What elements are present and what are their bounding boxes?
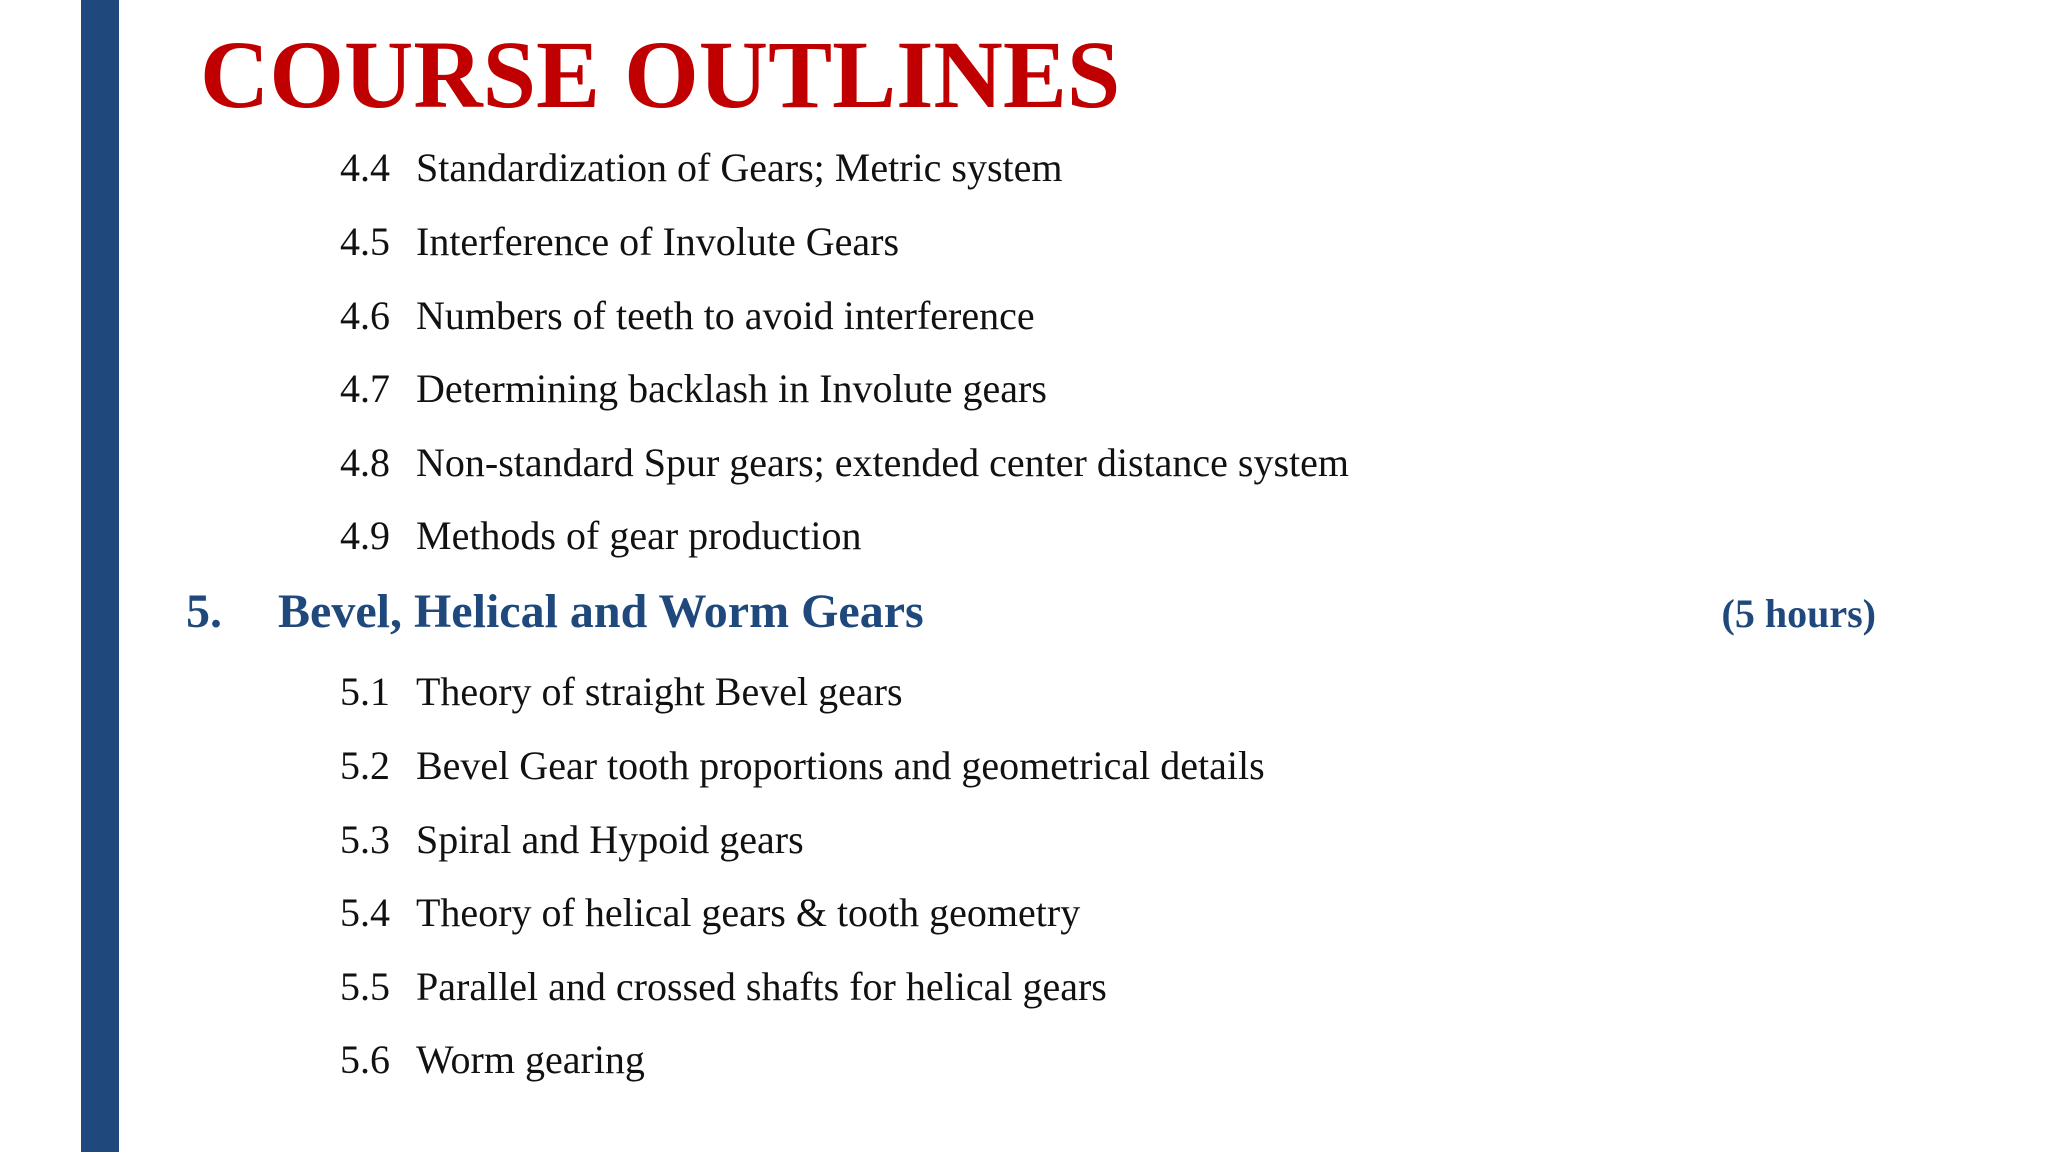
item-number: 5.3 [340, 817, 390, 862]
item-text: Theory of helical gears & tooth geometry [416, 890, 1081, 935]
outline-item-4-7 [340, 366, 1047, 411]
item-text: Non-standard Spur gears; extended center distance system [416, 440, 1350, 485]
item-text: Standardization of Gears; Metric system [416, 145, 1063, 190]
item-text: Determining backlash in Involute gears [416, 366, 1047, 411]
item-number: 4.5 [340, 219, 390, 264]
left-accent-bar [81, 0, 119, 1152]
outline-item-4-9 [340, 513, 862, 558]
outline-item-5-4 [340, 890, 1081, 935]
outline-item-4-4 [340, 145, 1063, 190]
item-number: 5.6 [340, 1037, 390, 1082]
item-number: 4.7 [340, 366, 390, 411]
item-text: Interference of Involute Gears [416, 219, 900, 264]
outline-item-5-6 [340, 1037, 645, 1082]
outline-item-4-5 [340, 219, 900, 264]
item-text: Methods of gear production [416, 513, 862, 558]
item-text: Numbers of teeth to avoid interference [416, 293, 1035, 338]
section-title: Bevel, Helical and Worm Gears [278, 585, 924, 638]
page-title: COURSE OUTLINES [200, 21, 1121, 128]
outline-item-5-3 [340, 817, 804, 862]
item-number: 5.5 [340, 964, 390, 1009]
item-text: Worm gearing [416, 1037, 645, 1082]
item-number: 4.6 [340, 293, 390, 338]
section-number: 5. [186, 585, 222, 638]
section-hours: (5 hours) [1721, 591, 1876, 636]
outline-item-5-1 [340, 669, 903, 714]
outline-item-4-6 [340, 293, 1035, 338]
outline-item-4-8 [340, 440, 1350, 485]
item-number: 4.8 [340, 440, 390, 485]
outline-item-5-2 [340, 743, 1265, 788]
item-number: 5.2 [340, 743, 390, 788]
item-number: 4.9 [340, 513, 390, 558]
item-number: 5.4 [340, 890, 390, 935]
item-text: Spiral and Hypoid gears [416, 817, 804, 862]
item-text: Bevel Gear tooth proportions and geometrical details [416, 743, 1265, 788]
item-number: 5.1 [340, 669, 390, 714]
item-text: Parallel and crossed shafts for helical gears [416, 964, 1107, 1009]
outline-item-5-5 [340, 964, 1107, 1009]
item-number: 4.4 [340, 145, 390, 190]
section-heading-5 [186, 585, 1886, 648]
item-text: Theory of straight Bevel gears [416, 669, 903, 714]
